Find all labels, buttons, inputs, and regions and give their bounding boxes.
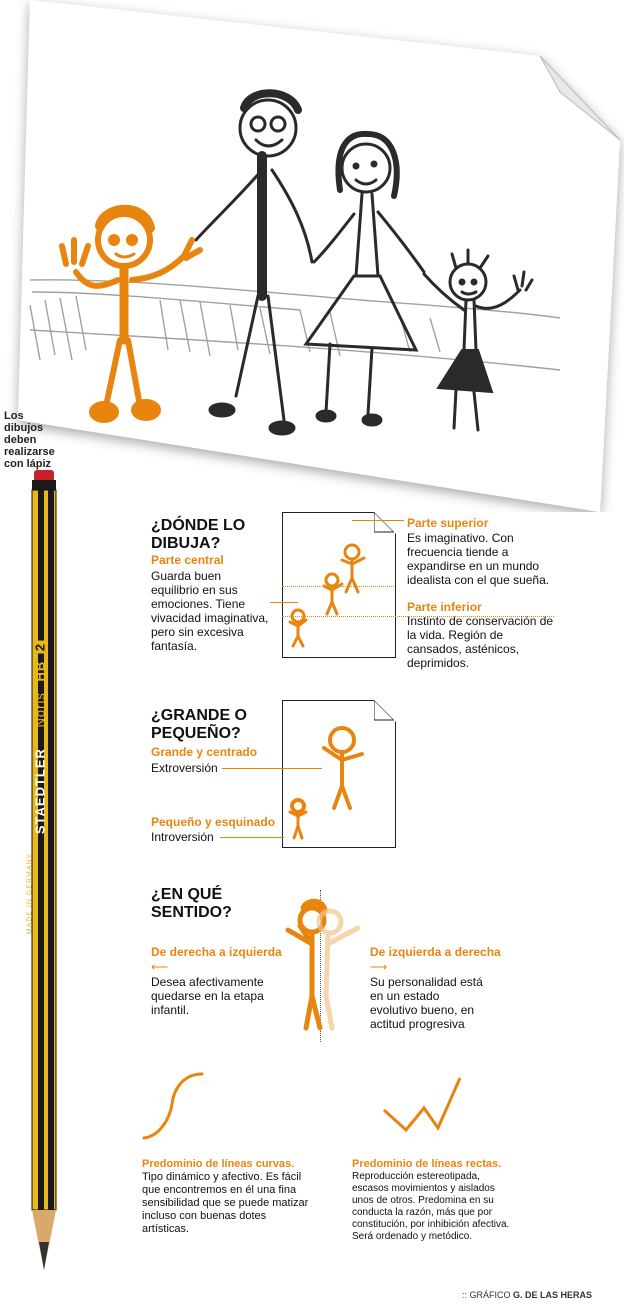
donde-central-text: Guarda buen equilibrio en sus emociones. Tiene vivacidad imaginativa, pero sin excesiva fantasía. bbox=[151, 569, 269, 653]
staedtler-label: STAEDTLER bbox=[32, 748, 48, 835]
rectas-paragraph bbox=[352, 1158, 510, 1243]
made-in-text: MADE IN GERMANY bbox=[26, 852, 34, 935]
credit bbox=[462, 1290, 592, 1300]
tamano-grande-label: Grande y centrado bbox=[151, 745, 258, 759]
sentido-title: ¿EN QUÉ SENTIDO? bbox=[151, 886, 232, 921]
sentido-figure bbox=[272, 896, 372, 1038]
rectas-label: Predominio de líneas rectas. bbox=[352, 1158, 502, 1170]
pencil-brand-text bbox=[33, 608, 48, 868]
curvas-label: Predominio de líneas curvas. bbox=[142, 1158, 295, 1170]
donde-inferior-text: Instinto de conservación de la vida. Región de cansados, asténicos, deprimidos. bbox=[407, 614, 554, 670]
donde-superior-leader bbox=[352, 520, 404, 521]
family-drawing bbox=[0, 0, 624, 512]
donde-superior-label: Parte superior bbox=[407, 516, 489, 530]
credit-prefix: :: GRÁFICO bbox=[462, 1290, 511, 1300]
donde-superior-text: Es imaginativo. Con frecuencia tiende a expandirse en un mundo idealista con el que sueña. bbox=[407, 531, 550, 587]
sentido-der-izq-text: Desea afectivamente quedarse en la etapa infantil. bbox=[151, 975, 264, 1017]
curvas-paragraph bbox=[142, 1158, 312, 1236]
donde-title: ¿DÓNDE LO DIBUJA? bbox=[151, 517, 246, 552]
left-arrow-icon: ⟵ bbox=[151, 960, 169, 974]
tamano-figures bbox=[282, 700, 394, 846]
donde-figures bbox=[282, 540, 394, 652]
family-drawing-svg bbox=[0, 0, 624, 512]
tamano-grande-text: Extroversión bbox=[151, 761, 218, 775]
grade-label: HB bbox=[32, 660, 48, 682]
donde-central-leader bbox=[270, 602, 298, 603]
tamano-pequeno-label: Pequeño y esquinado bbox=[151, 815, 276, 829]
donde-central-label: Parte central bbox=[151, 553, 224, 567]
tamano-title: ¿GRANDE O PEQUEÑO? bbox=[151, 707, 247, 742]
tamano-pequeno-leader bbox=[220, 837, 284, 838]
curved-line-icon bbox=[140, 1066, 220, 1146]
rectas-text: Reproducción estereotipada, escasos movimientos y aislados unos de otros. Predomina en su conducta la razón, más que por constitución, por inhibición afectiva. Será ordenado y metódico. bbox=[352, 1171, 510, 1242]
right-arrow-icon: ⟶ bbox=[370, 960, 388, 974]
straight-line-icon bbox=[380, 1074, 470, 1134]
sentido-izq-der-label: De izquierda a derecha bbox=[370, 945, 501, 959]
tamano-grande-leader bbox=[222, 768, 322, 769]
curvas-text: Tipo dinámico y afectivo. Es fácil que encontremos en él una fina sensibilidad que se puede matizar incluso con buenas dotes artísticas. bbox=[142, 1171, 309, 1235]
sentido-der-izq-label: De derecha a izquierda bbox=[151, 945, 282, 959]
sentido-izq-der-text: Su personalidad está en un estado evolutivo bueno, en actitud progresiva bbox=[370, 975, 483, 1031]
tamano-pequeno-text: Introversión bbox=[151, 830, 214, 844]
pencil-caption: Los dibujos deben realizarse con lápiz bbox=[4, 410, 55, 470]
donde-paper-fold bbox=[374, 512, 396, 534]
donde-inferior-label: Parte inferior bbox=[407, 600, 482, 614]
pencil-made-in bbox=[20, 840, 42, 960]
noris-label: Noris bbox=[32, 692, 48, 728]
credit-name: G. DE LAS HERAS bbox=[513, 1290, 593, 1300]
grade-number-label: 2 bbox=[32, 642, 48, 652]
